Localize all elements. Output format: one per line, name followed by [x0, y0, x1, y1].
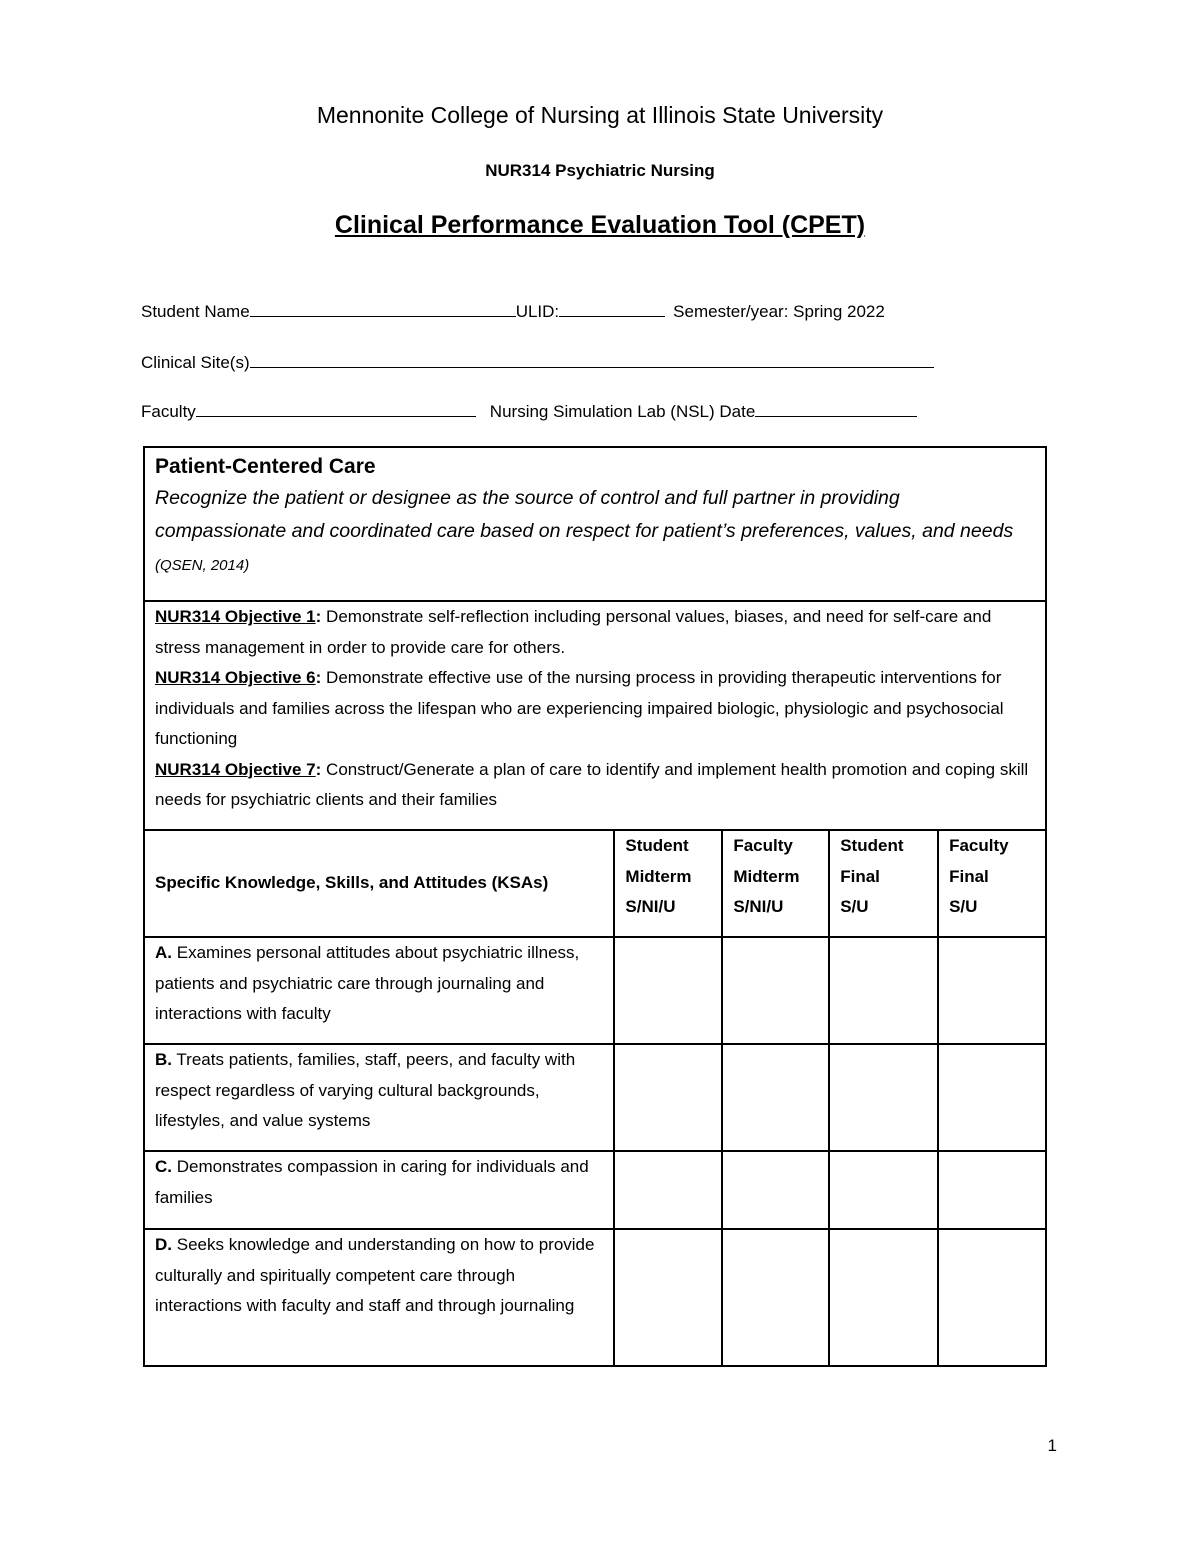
ksa-b: B. Treats patients, families, staff, peers, and faculty with respect regardless of varying cultural backgrounds, lifestyles, and value systems: [144, 1044, 614, 1151]
column-header-row: [144, 830, 1046, 937]
section-header-row: [144, 447, 1046, 601]
col-faculty-final: Faculty Final S/U: [938, 830, 1046, 937]
col-faculty-midterm: Faculty Midterm S/NI/U: [722, 830, 829, 937]
ksa-d: D. Seeks knowledge and understanding on how to provide culturally and spiritually competent care through interactions with faculty and staff and through journaling: [144, 1229, 614, 1366]
tool-title: Clinical Performance Evaluation Tool (CPET): [334, 211, 866, 239]
section-cell: [144, 447, 1046, 601]
rating-cell[interactable]: [722, 1151, 829, 1229]
objective-7: NUR314 Objective 7: Construct/Generate a plan of care to identify and implement health promotion and coping skill needs for psychiatric clients and their families: [155, 759, 1029, 809]
faculty-row: [141, 400, 917, 422]
objectives-cell: [144, 601, 1046, 830]
rating-cell[interactable]: [938, 937, 1046, 1044]
rating-cell[interactable]: [938, 1151, 1046, 1229]
evaluation-table: [143, 446, 1047, 1367]
ksa-a: A. Examines personal attitudes about psychiatric illness, patients and psychiatric care through journaling and interactions with faculty: [144, 937, 614, 1044]
section-title: Patient-Centered Care: [155, 455, 376, 478]
table-row: [144, 1151, 1046, 1229]
rating-cell[interactable]: [614, 1044, 722, 1151]
rating-cell[interactable]: [829, 1229, 938, 1366]
section-description: Recognize the patient or designee as the source of control and full partner in providing compassionate and coordinated care based on respect for patient’s preferences, values, and needs (QSEN, 2014): [155, 487, 1014, 574]
table-row: [144, 1044, 1046, 1151]
nsl-date-label: Nursing Simulation Lab (NSL) Date: [489, 402, 756, 421]
course-title: NUR314 Psychiatric Nursing: [485, 161, 715, 180]
rating-cell[interactable]: [722, 1229, 829, 1366]
rating-cell[interactable]: [722, 937, 829, 1044]
rating-cell[interactable]: [614, 1151, 722, 1229]
student-name-label: Student Name: [141, 302, 250, 321]
faculty-label: Faculty: [141, 402, 196, 421]
rating-cell[interactable]: [829, 1151, 938, 1229]
institution-title: Mennonite College of Nursing at Illinois State University: [316, 102, 884, 128]
faculty-field[interactable]: [196, 400, 476, 417]
table-row: [144, 937, 1046, 1044]
semester-label: Semester/year: Spring 2022: [673, 302, 885, 321]
clinical-site-label: Clinical Site(s): [141, 353, 250, 372]
ksa-c: C. Demonstrates compassion in caring for individuals and families: [144, 1151, 614, 1229]
nsl-date-field[interactable]: [755, 400, 917, 417]
clinical-site-row: [141, 351, 934, 373]
objective-1: NUR314 Objective 1: Demonstrate self-reflection including personal values, biases, and need for self-care and stress management in order to provide care for others.: [155, 607, 992, 657]
student-info-row: [141, 300, 885, 322]
rating-cell[interactable]: [614, 937, 722, 1044]
ulid-field[interactable]: [559, 300, 665, 317]
objective-6: NUR314 Objective 6: Demonstrate effective use of the nursing process in providing therapeutic interventions for individuals and families across the lifespan who are experiencing impaired biologic, physiologic and psychosocial functioning: [155, 668, 1004, 748]
page-number: 1: [1047, 1436, 1057, 1455]
rating-cell[interactable]: [614, 1229, 722, 1366]
student-name-field[interactable]: [250, 300, 516, 317]
clinical-site-field[interactable]: [250, 351, 934, 368]
col-student-midterm: Student Midterm S/NI/U: [614, 830, 722, 937]
ulid-label: ULID:: [515, 302, 560, 321]
rating-cell[interactable]: [938, 1044, 1046, 1151]
rating-cell[interactable]: [938, 1229, 1046, 1366]
objectives-row: [144, 601, 1046, 830]
rating-cell[interactable]: [829, 1044, 938, 1151]
ksa-header: Specific Knowledge, Skills, and Attitudes (KSAs): [144, 830, 614, 937]
rating-cell[interactable]: [829, 937, 938, 1044]
col-student-final: Student Final S/U: [829, 830, 938, 937]
rating-cell[interactable]: [722, 1044, 829, 1151]
section-citation: (QSEN, 2014): [155, 557, 250, 574]
table-row: [144, 1229, 1046, 1366]
